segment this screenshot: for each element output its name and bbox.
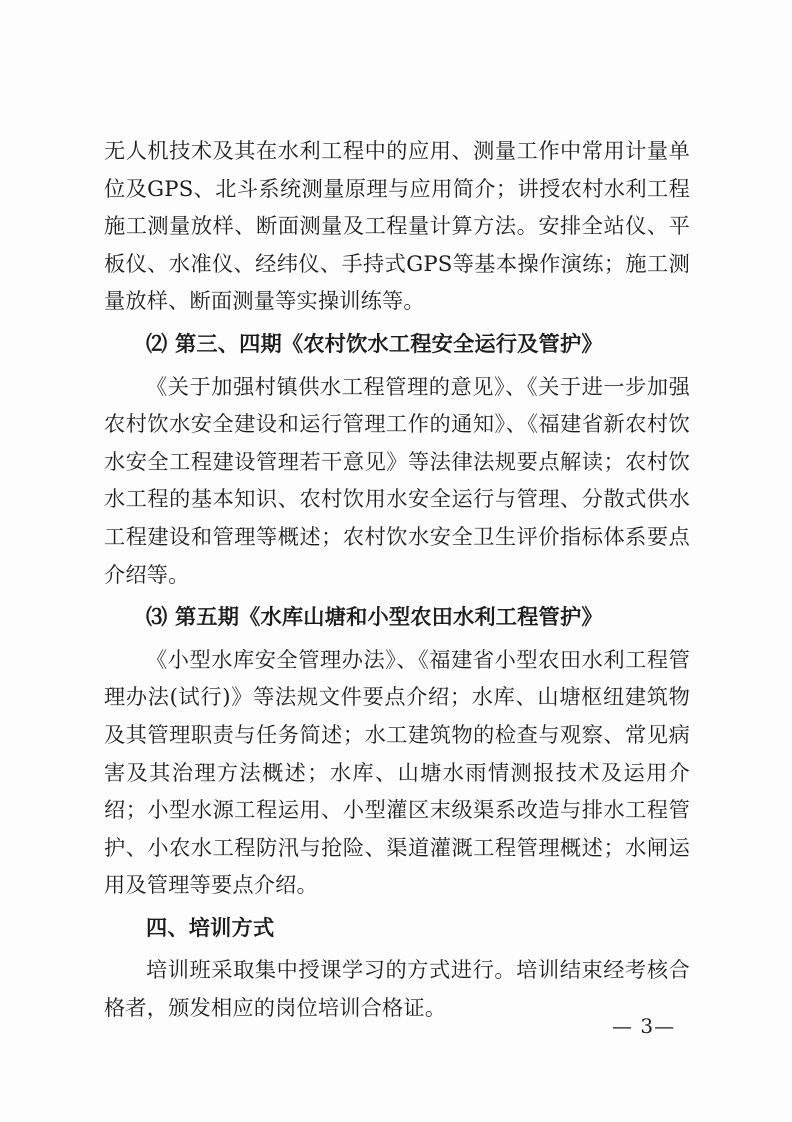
section-4-heading: 四、培训方式: [146, 914, 275, 940]
page-number: — 3—: [612, 1014, 676, 1038]
document-body: [104, 132, 690, 1027]
intro-paragraph: 无人机技术及其在水利工程中的应用、测量工作中常用计量单位及GPS、北斗系统测量原理与应用简介；讲授农村水利工程施工测量放样、断面测量及工程量计算方法。安排全站仪、平板仪、水准仪、经纬仪、手持式GPS等基本操作演练；施工测量放样、断面测量等实操训练等。: [104, 138, 690, 314]
section-3-paragraph: 《小型水库安全管理办法》、《福建省小型农田水利工程管理办法(试行)》等法规文件要点介绍；水库、山塘枢纽建筑物及其管理职责与任务简述；水工建筑物的检查与观察、常见病害及其治理方法概述；水库、山塘水雨情测报技术及运用介绍；小型水源工程运用、小型灌区末级渠系改造与排水工程管护、小农水工程防汛与抢险、渠道灌溉工程管理概述；水闸运用及管理等要点介绍。: [104, 646, 690, 898]
section-2-paragraph: 《关于加强村镇供水工程管理的意见》、《关于进一步加强农村饮水安全建设和运行管理工作的通知》、《福建省新农村饮水安全工程建设管理若干意见》等法律法规要点解读；农村饮水工程的基本知识、农村饮用水安全运行与管理、分散式供水工程建设和管理等概述；农村饮水安全卫生评价指标体系要点介绍等。: [104, 373, 690, 587]
section-4-paragraph: 培训班采取集中授课学习的方式进行。培训结束经考核合格者，颁发相应的岗位培训合格证。: [104, 957, 690, 1021]
section-3-heading: ⑶ 第五期《水库山塘和小型农田水利工程管护》: [146, 604, 603, 630]
section-2-heading: ⑵ 第三、四期《农村饮水工程安全运行及管护》: [146, 330, 603, 356]
